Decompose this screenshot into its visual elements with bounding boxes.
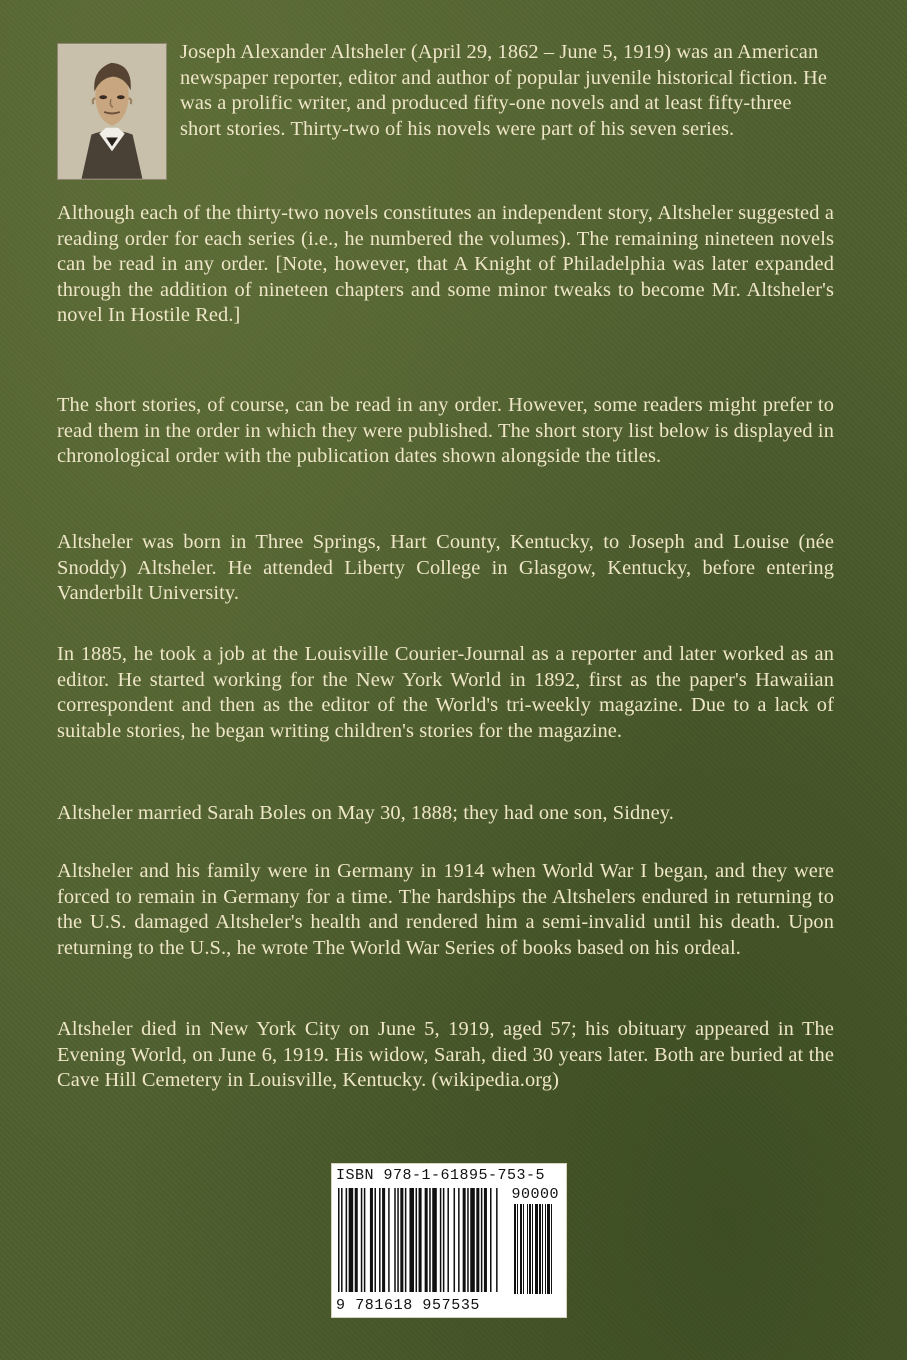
career-paragraph: In 1885, he took a job at the Louisville Courier-Journal as a reporter and later worked as an editor. He started working for the New York World in 1892, first as the paper's Hawaiian correspondent and then as the editor of the World's tri-weekly magazine. Due to a lack of suitable stories, he began writing children's stories for the magazine. xyxy=(57,643,834,742)
price-code: 90000 xyxy=(511,1186,559,1203)
author-portrait-icon xyxy=(58,44,166,179)
author-portrait xyxy=(57,43,167,180)
germany-paragraph: Altsheler and his family were in Germany in 1914 when World War I began, and they were forced to remain in Germany for a time. The hardships the Altshelers endured in returning to the U.S. damaged Altsheler's health and rendered him a semi-invalid until his death. Upon returning to the U.S., he wrote The World War Series of books based on his ordeal. xyxy=(57,860,834,959)
death-paragraph: Altsheler died in New York City on June 5, 1919, aged 57; his obituary appeared in The Evening World, on June 6, 1919. His widow, Sarah, died 30 years later. Both are buried at the Cave Hill Cemetery in Louisville, Kentucky. (wikipedia.org) xyxy=(57,1018,834,1091)
barcode-icon xyxy=(338,1188,508,1292)
reading-order-paragraph: Although each of the thirty-two novels constitutes an independent story, Altsheler suggested a reading order for each series (i.e., he numbered the volumes). The remaining nineteen novels can be read in any order. [Note, however, that A Knight of Philadelphia was later expanded through the addition of nineteen chapters and some minor tweaks to become Mr. Altsheler's novel In Hostile Red.] xyxy=(57,202,834,326)
barcode-addon-icon xyxy=(514,1204,559,1294)
isbn-label: ISBN 978-1-61895-753-5 xyxy=(336,1167,546,1184)
isbn-barcode xyxy=(331,1163,567,1318)
short-stories-paragraph: The short stories, of course, can be read in any order. However, some readers might prefer to read them in the order in which they were published. The short story list below is displayed in chronological order with the publication dates shown alongside the titles. xyxy=(57,394,834,467)
marriage-paragraph: Altsheler married Sarah Boles on May 30, 1888; they had one son, Sidney. xyxy=(57,802,674,824)
birth-paragraph: Altsheler was born in Three Springs, Hart County, Kentucky, to Joseph and Louise (née Snoddy) Altsheler. He attended Liberty College in Glasgow, Kentucky, before entering Vanderbilt University. xyxy=(57,531,834,604)
barcode-number: 9 781618 957535 xyxy=(336,1297,481,1314)
author-intro-paragraph: Joseph Alexander Altsheler (April 29, 1862 – June 5, 1919) was an American newspaper reporter, editor and author of popular juvenile historical fiction. He was a prolific writer, and produced fifty-one novels and at least fifty-three short stories. Thirty-two of his novels were part of his seven series. xyxy=(180,41,827,140)
